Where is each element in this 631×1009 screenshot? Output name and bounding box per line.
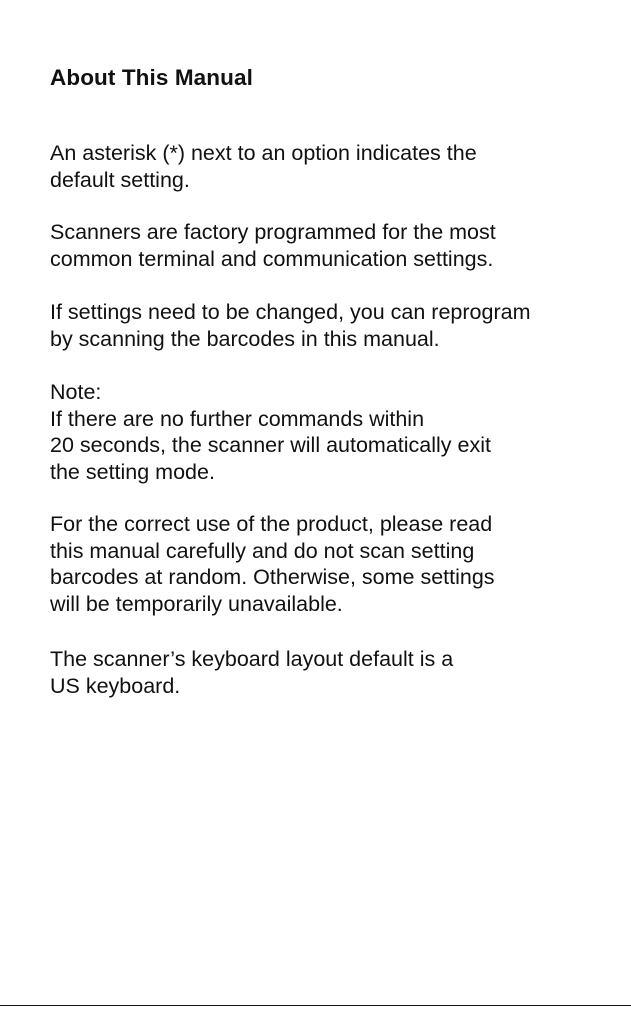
- paragraph-line: barcodes at random. Otherwise, some settings: [50, 565, 495, 589]
- note-label: Note:: [50, 380, 102, 404]
- paragraph-line: If there are no further commands within: [50, 406, 425, 431]
- paragraph-line: US keyboard.: [50, 673, 181, 698]
- paragraph-line: the setting mode.: [50, 459, 215, 484]
- paragraph-reprogram: [50, 299, 530, 352]
- paragraph-line: For the correct use of the product, please read: [50, 512, 493, 536]
- paragraph-line: The scanner’s keyboard layout default is a: [50, 647, 454, 671]
- paragraph-keyboard-layout: [50, 646, 453, 699]
- paragraph-line: If settings need to be changed, you can reprogram: [50, 300, 531, 324]
- paragraph-line: default setting.: [50, 167, 190, 192]
- paragraph-default-setting: [50, 140, 477, 193]
- paragraph-line: An asterisk (*) next to an option indicates the: [50, 141, 477, 165]
- paragraph-line: common terminal and communication settings.: [50, 246, 494, 271]
- paragraph-line: this manual carefully and do not scan setting: [50, 538, 475, 563]
- page-title: About This Manual: [50, 65, 253, 90]
- paragraph-line: Scanners are factory programmed for the most: [50, 220, 496, 244]
- paragraph-line: 20 seconds, the scanner will automatically exit: [50, 433, 491, 457]
- paragraph-line: will be temporarily unavailable.: [50, 591, 343, 616]
- bottom-divider: [0, 1005, 631, 1006]
- paragraph-line: by scanning the barcodes in this manual.: [50, 326, 440, 351]
- paragraph-factory-programmed: [50, 219, 496, 272]
- paragraph-note: [50, 379, 491, 485]
- paragraph-correct-use: [50, 511, 495, 617]
